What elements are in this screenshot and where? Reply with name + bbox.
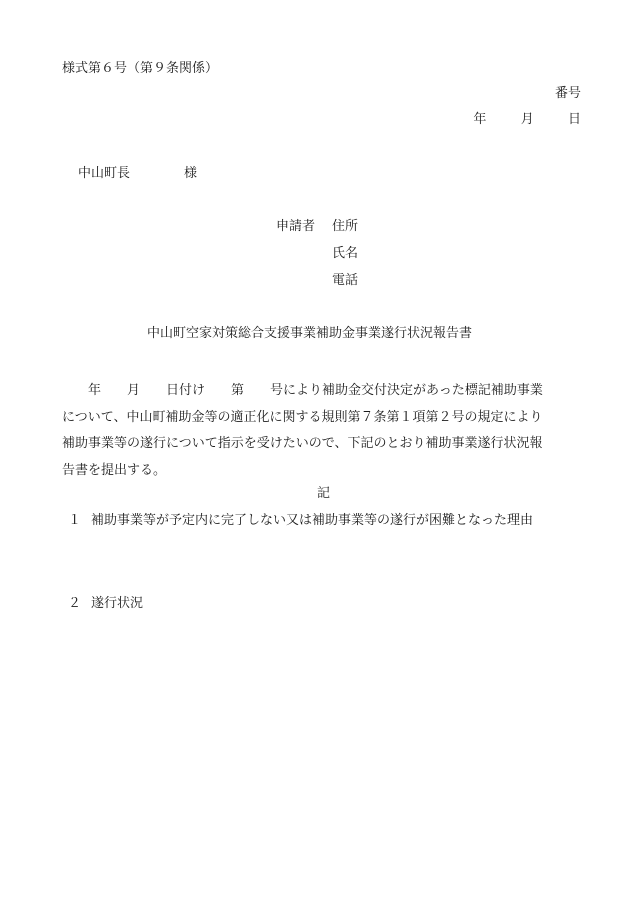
- body-line: 補助事業等の遂行について指示を受けたいので、下記のとおり補助事業遂行状況報: [62, 436, 543, 451]
- document-title: 中山町空家対策総合支援事業補助金事業遂行状況報告書: [147, 326, 473, 341]
- section-text: 補助事業等が予定内に完了しない又は補助事業等の遂行が困難となった理由: [91, 513, 534, 528]
- phone-label: 電話: [332, 273, 359, 288]
- section-number: ２: [68, 596, 82, 611]
- addressee-name: 中山町長: [78, 166, 131, 181]
- addressee-honorific: 様: [184, 166, 198, 181]
- date-line: [473, 113, 581, 126]
- body-line: 年 月 日付け 第 号により補助金交付決定があった標記補助事業: [62, 383, 543, 398]
- section-text: 遂行状況: [91, 596, 144, 611]
- number-label: 番号: [554, 86, 581, 101]
- body-line: について、中山町補助金等の適正化に関する規則第７条第１項第２号の規定により: [62, 409, 543, 425]
- name-label: 氏名: [332, 246, 359, 261]
- form-number: 様式第６号（第９条関係）: [62, 61, 219, 76]
- date-month: 月: [520, 112, 534, 127]
- applicant-label: 申請者: [276, 219, 316, 234]
- addressee: [78, 167, 197, 180]
- body-paragraph: [62, 378, 582, 484]
- address-label: 住所: [332, 219, 359, 234]
- section-1: [62, 514, 533, 527]
- ki-heading: 記: [317, 486, 331, 501]
- body-line: 告書を提出する。: [62, 462, 167, 478]
- date-year: 年: [473, 112, 487, 127]
- section-2: [62, 597, 143, 610]
- section-number: １: [68, 513, 82, 528]
- date-day: 日: [567, 112, 581, 127]
